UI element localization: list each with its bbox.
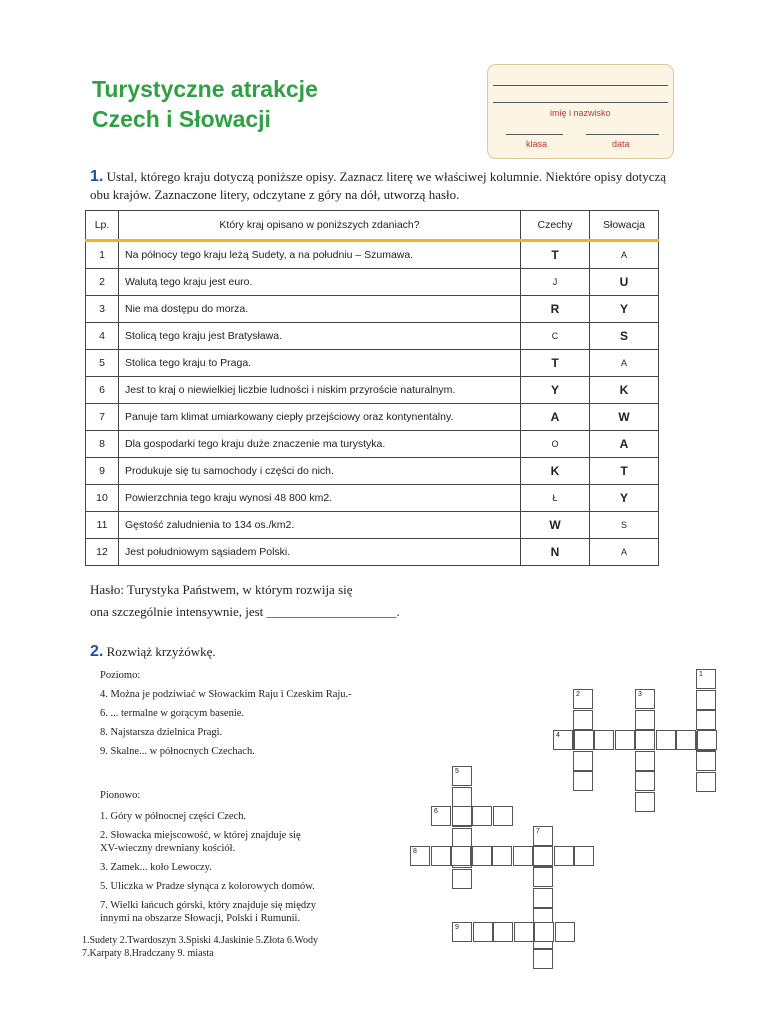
crossword-cell[interactable] [553, 730, 573, 750]
table-row [86, 323, 659, 350]
crossword-cell[interactable] [696, 751, 716, 771]
czechy-letter[interactable]: W [521, 512, 590, 539]
crossword-cell[interactable] [635, 710, 655, 730]
czechy-letter[interactable]: T [521, 350, 590, 377]
slowacja-letter[interactable]: K [590, 377, 659, 404]
crossword-cell[interactable] [533, 826, 553, 846]
crossword-cell[interactable] [533, 846, 553, 866]
crossword-number: 6 [434, 808, 438, 815]
crossword-cell[interactable] [615, 730, 635, 750]
row-number: 3 [86, 296, 119, 323]
row-description: Stolica tego kraju to Praga. [119, 350, 521, 377]
czechy-letter[interactable]: N [521, 539, 590, 566]
crossword-cell[interactable] [696, 669, 716, 689]
crossword-number: 9 [455, 924, 459, 931]
crossword-cell[interactable] [431, 846, 451, 866]
across-clue-8: 8. Najstarsza dzielnica Pragi. [100, 727, 223, 738]
slowacja-letter[interactable]: A [590, 539, 659, 566]
row-number: 2 [86, 269, 119, 296]
clues-down [100, 789, 400, 925]
table-row [86, 269, 659, 296]
crossword-cell[interactable] [573, 689, 593, 709]
czechy-letter[interactable]: O [521, 431, 590, 458]
crossword-cell[interactable] [513, 846, 533, 866]
task-1-instruction [90, 168, 670, 204]
down-clue-1: 1. Góry w północnej części Czech. [100, 811, 247, 822]
row-number: 6 [86, 377, 119, 404]
crossword-cell[interactable] [635, 792, 655, 812]
table-row [86, 241, 659, 269]
czechy-letter[interactable]: R [521, 296, 590, 323]
password-sentence [90, 579, 400, 623]
crossword-cell[interactable] [697, 730, 717, 750]
crossword-cell[interactable] [533, 949, 553, 969]
date-label: data [612, 139, 630, 149]
row-description: Produkuje się tu samochody i części do nich. [119, 458, 521, 485]
crossword-cell[interactable] [696, 772, 716, 792]
row-description: Walutą tego kraju jest euro. [119, 269, 521, 296]
crossword-cell[interactable] [574, 846, 594, 866]
crossword-cell[interactable] [533, 867, 553, 887]
slowacja-letter[interactable]: U [590, 269, 659, 296]
czechy-letter[interactable]: T [521, 241, 590, 269]
crossword-cell[interactable] [431, 806, 451, 826]
table-row [86, 404, 659, 431]
crossword-cell[interactable] [573, 710, 593, 730]
row-description: Jest południowym sąsiadem Polski. [119, 539, 521, 566]
slowacja-letter[interactable]: A [590, 241, 659, 269]
slowacja-letter[interactable]: A [590, 350, 659, 377]
crossword-number: 7 [536, 828, 540, 835]
table-row [86, 539, 659, 566]
header-lp: Lp. [86, 211, 119, 241]
czechy-letter[interactable]: A [521, 404, 590, 431]
table-row [86, 377, 659, 404]
header-slowacja: Słowacja [590, 211, 659, 241]
crossword-cell[interactable] [656, 730, 676, 750]
crossword-cell[interactable] [452, 922, 472, 942]
crossword-number: 3 [638, 691, 642, 698]
answer-line-2: 7.Karpaty 8.Hradczany 9. miasta [82, 948, 214, 959]
slowacja-letter[interactable]: A [590, 431, 659, 458]
password-line-1: Hasło: Turystyka Państwem, w którym rozwija się [90, 582, 353, 597]
row-number: 11 [86, 512, 119, 539]
task-1-number: 1. [90, 168, 104, 185]
crossword-cell[interactable] [473, 922, 493, 942]
row-number: 10 [86, 485, 119, 512]
task-2-number: 2. [90, 643, 104, 660]
crossword-cell[interactable] [452, 828, 472, 848]
task-1-text: Ustal, którego kraju dotyczą poniższe opisy. Zaznacz literę we właściwej kolumnie. Niektóre opisy dotyczą obu krajów. Zaznaczone litery, odczytane z góry na dół, utworzą hasło. [90, 169, 666, 202]
crossword-cell[interactable] [635, 751, 655, 771]
header-czechy: Czechy [521, 211, 590, 241]
row-description: Stolicą tego kraju jest Bratysława. [119, 323, 521, 350]
czechy-letter[interactable]: Ł [521, 485, 590, 512]
down-clue-3: 3. Zamek... koło Lewoczy. [100, 862, 212, 873]
down-clue-7: 7. Wielki łańcuch górski, który znajduje się między innymi na obszarze Słowacji, Polski i Rumunii. [100, 900, 317, 924]
title-line-2: Czech i Słowacji [92, 106, 271, 132]
crossword-cell[interactable] [492, 846, 512, 866]
crossword-number: 8 [413, 848, 417, 855]
row-description: Nie ma dostępu do morza. [119, 296, 521, 323]
across-clue-9: 9. Skalne... w północnych Czechach. [100, 746, 255, 757]
crossword-cell[interactable] [676, 730, 696, 750]
across-title: Poziomo: [100, 670, 141, 681]
crossword-cell[interactable] [533, 888, 553, 908]
table-row [86, 485, 659, 512]
slowacja-letter[interactable]: S [590, 512, 659, 539]
crossword-cell[interactable] [452, 787, 472, 807]
row-number: 9 [86, 458, 119, 485]
title-line-1: Turystyczne atrakcje [92, 76, 318, 102]
name-box [487, 64, 674, 159]
slowacja-letter[interactable]: W [590, 404, 659, 431]
row-description: Na północy tego kraju leżą Sudety, a na południu – Szumawa. [119, 241, 521, 269]
across-clue-4: 4. Można je podziwiać w Słowackim Raju i Czeskim Raju.- [100, 689, 352, 700]
czechy-letter[interactable]: J [521, 269, 590, 296]
crossword-cell[interactable] [534, 922, 554, 942]
table-row [86, 296, 659, 323]
row-number: 4 [86, 323, 119, 350]
slowacja-letter[interactable]: Y [590, 296, 659, 323]
crossword-cell[interactable] [574, 730, 594, 750]
czechy-letter[interactable]: K [521, 458, 590, 485]
crossword-cell[interactable] [573, 751, 593, 771]
row-description: Jest to kraj o niewielkiej liczbie ludności i niskim przyroście naturalnym. [119, 377, 521, 404]
crossword-cell[interactable] [594, 730, 614, 750]
crossword-cell[interactable] [696, 690, 716, 710]
class-line[interactable] [506, 134, 563, 135]
crossword-cell[interactable] [635, 730, 655, 750]
czechy-letter[interactable]: Y [521, 377, 590, 404]
crossword-cell[interactable] [451, 846, 471, 866]
answer-key [82, 934, 318, 960]
row-description: Gęstość zaludnienia to 134 os./km2. [119, 512, 521, 539]
crossword-number: 2 [576, 691, 580, 698]
row-number: 5 [86, 350, 119, 377]
table-header-row [86, 211, 659, 241]
name-line-1[interactable] [493, 85, 668, 86]
crossword-cell[interactable] [635, 689, 655, 709]
row-number: 12 [86, 539, 119, 566]
table-row [86, 512, 659, 539]
table-row [86, 458, 659, 485]
crossword-cell[interactable] [493, 922, 513, 942]
row-number: 1 [86, 241, 119, 269]
row-description: Panuje tam klimat umiarkowany ciepły przejściowy oraz kontynentalny. [119, 404, 521, 431]
row-number: 7 [86, 404, 119, 431]
row-description: Dla gospodarki tego kraju duże znaczenie ma turystyka. [119, 431, 521, 458]
crossword-cell[interactable] [452, 869, 472, 889]
crossword-cell[interactable] [452, 806, 472, 826]
crossword-number: 4 [556, 732, 560, 739]
across-clue-6: 6. ... termalne w gorącym basenie. [100, 708, 245, 719]
row-number: 8 [86, 431, 119, 458]
crossword-cell[interactable] [452, 766, 472, 786]
clues-across [100, 669, 400, 758]
name-line-2[interactable] [493, 102, 668, 103]
table-row [86, 350, 659, 377]
answer-line-1: 1.Sudety 2.Twardoszyn 3.Spiski 4.Jaskinie 5.Złota 6.Wody [82, 935, 318, 946]
crossword-cell[interactable] [573, 771, 593, 791]
row-description: Powierzchnia tego kraju wynosi 48 800 km2. [119, 485, 521, 512]
down-clue-5: 5. Uliczka w Pradze słynąca z kolorowych domów. [100, 881, 315, 892]
country-table [85, 210, 659, 566]
header-question: Który kraj opisano w poniższych zdaniach? [119, 211, 521, 241]
crossword-cell[interactable] [410, 846, 430, 866]
crossword-cell[interactable] [472, 846, 492, 866]
slowacja-letter[interactable]: Y [590, 485, 659, 512]
table-row [86, 431, 659, 458]
crossword-number: 5 [455, 768, 459, 775]
crossword-cell[interactable] [514, 922, 534, 942]
crossword-cell[interactable] [472, 806, 492, 826]
slowacja-letter[interactable]: S [590, 323, 659, 350]
password-line-2[interactable]: ona szczególnie intensywnie, jest ____________________. [90, 604, 400, 619]
crossword-cell[interactable] [696, 710, 716, 730]
task-2-instruction [90, 643, 216, 661]
crossword-cell[interactable] [493, 806, 513, 826]
down-title: Pionowo: [100, 790, 141, 801]
crossword-number: 1 [699, 671, 703, 678]
page-title [92, 74, 318, 134]
down-clue-2: 2. Słowacka miejscowość, w której znajduje się XV-wieczny drewniany kościół. [100, 830, 301, 854]
czechy-letter[interactable]: C [521, 323, 590, 350]
crossword-cell[interactable] [554, 846, 574, 866]
task-2-text: Rozwiąż krzyżówkę. [106, 644, 216, 659]
crossword-cell[interactable] [555, 922, 575, 942]
class-label: klasa [526, 139, 548, 149]
slowacja-letter[interactable]: T [590, 458, 659, 485]
crossword-cell[interactable] [635, 771, 655, 791]
name-label: imię i nazwisko [550, 108, 611, 118]
date-line[interactable] [586, 134, 659, 135]
